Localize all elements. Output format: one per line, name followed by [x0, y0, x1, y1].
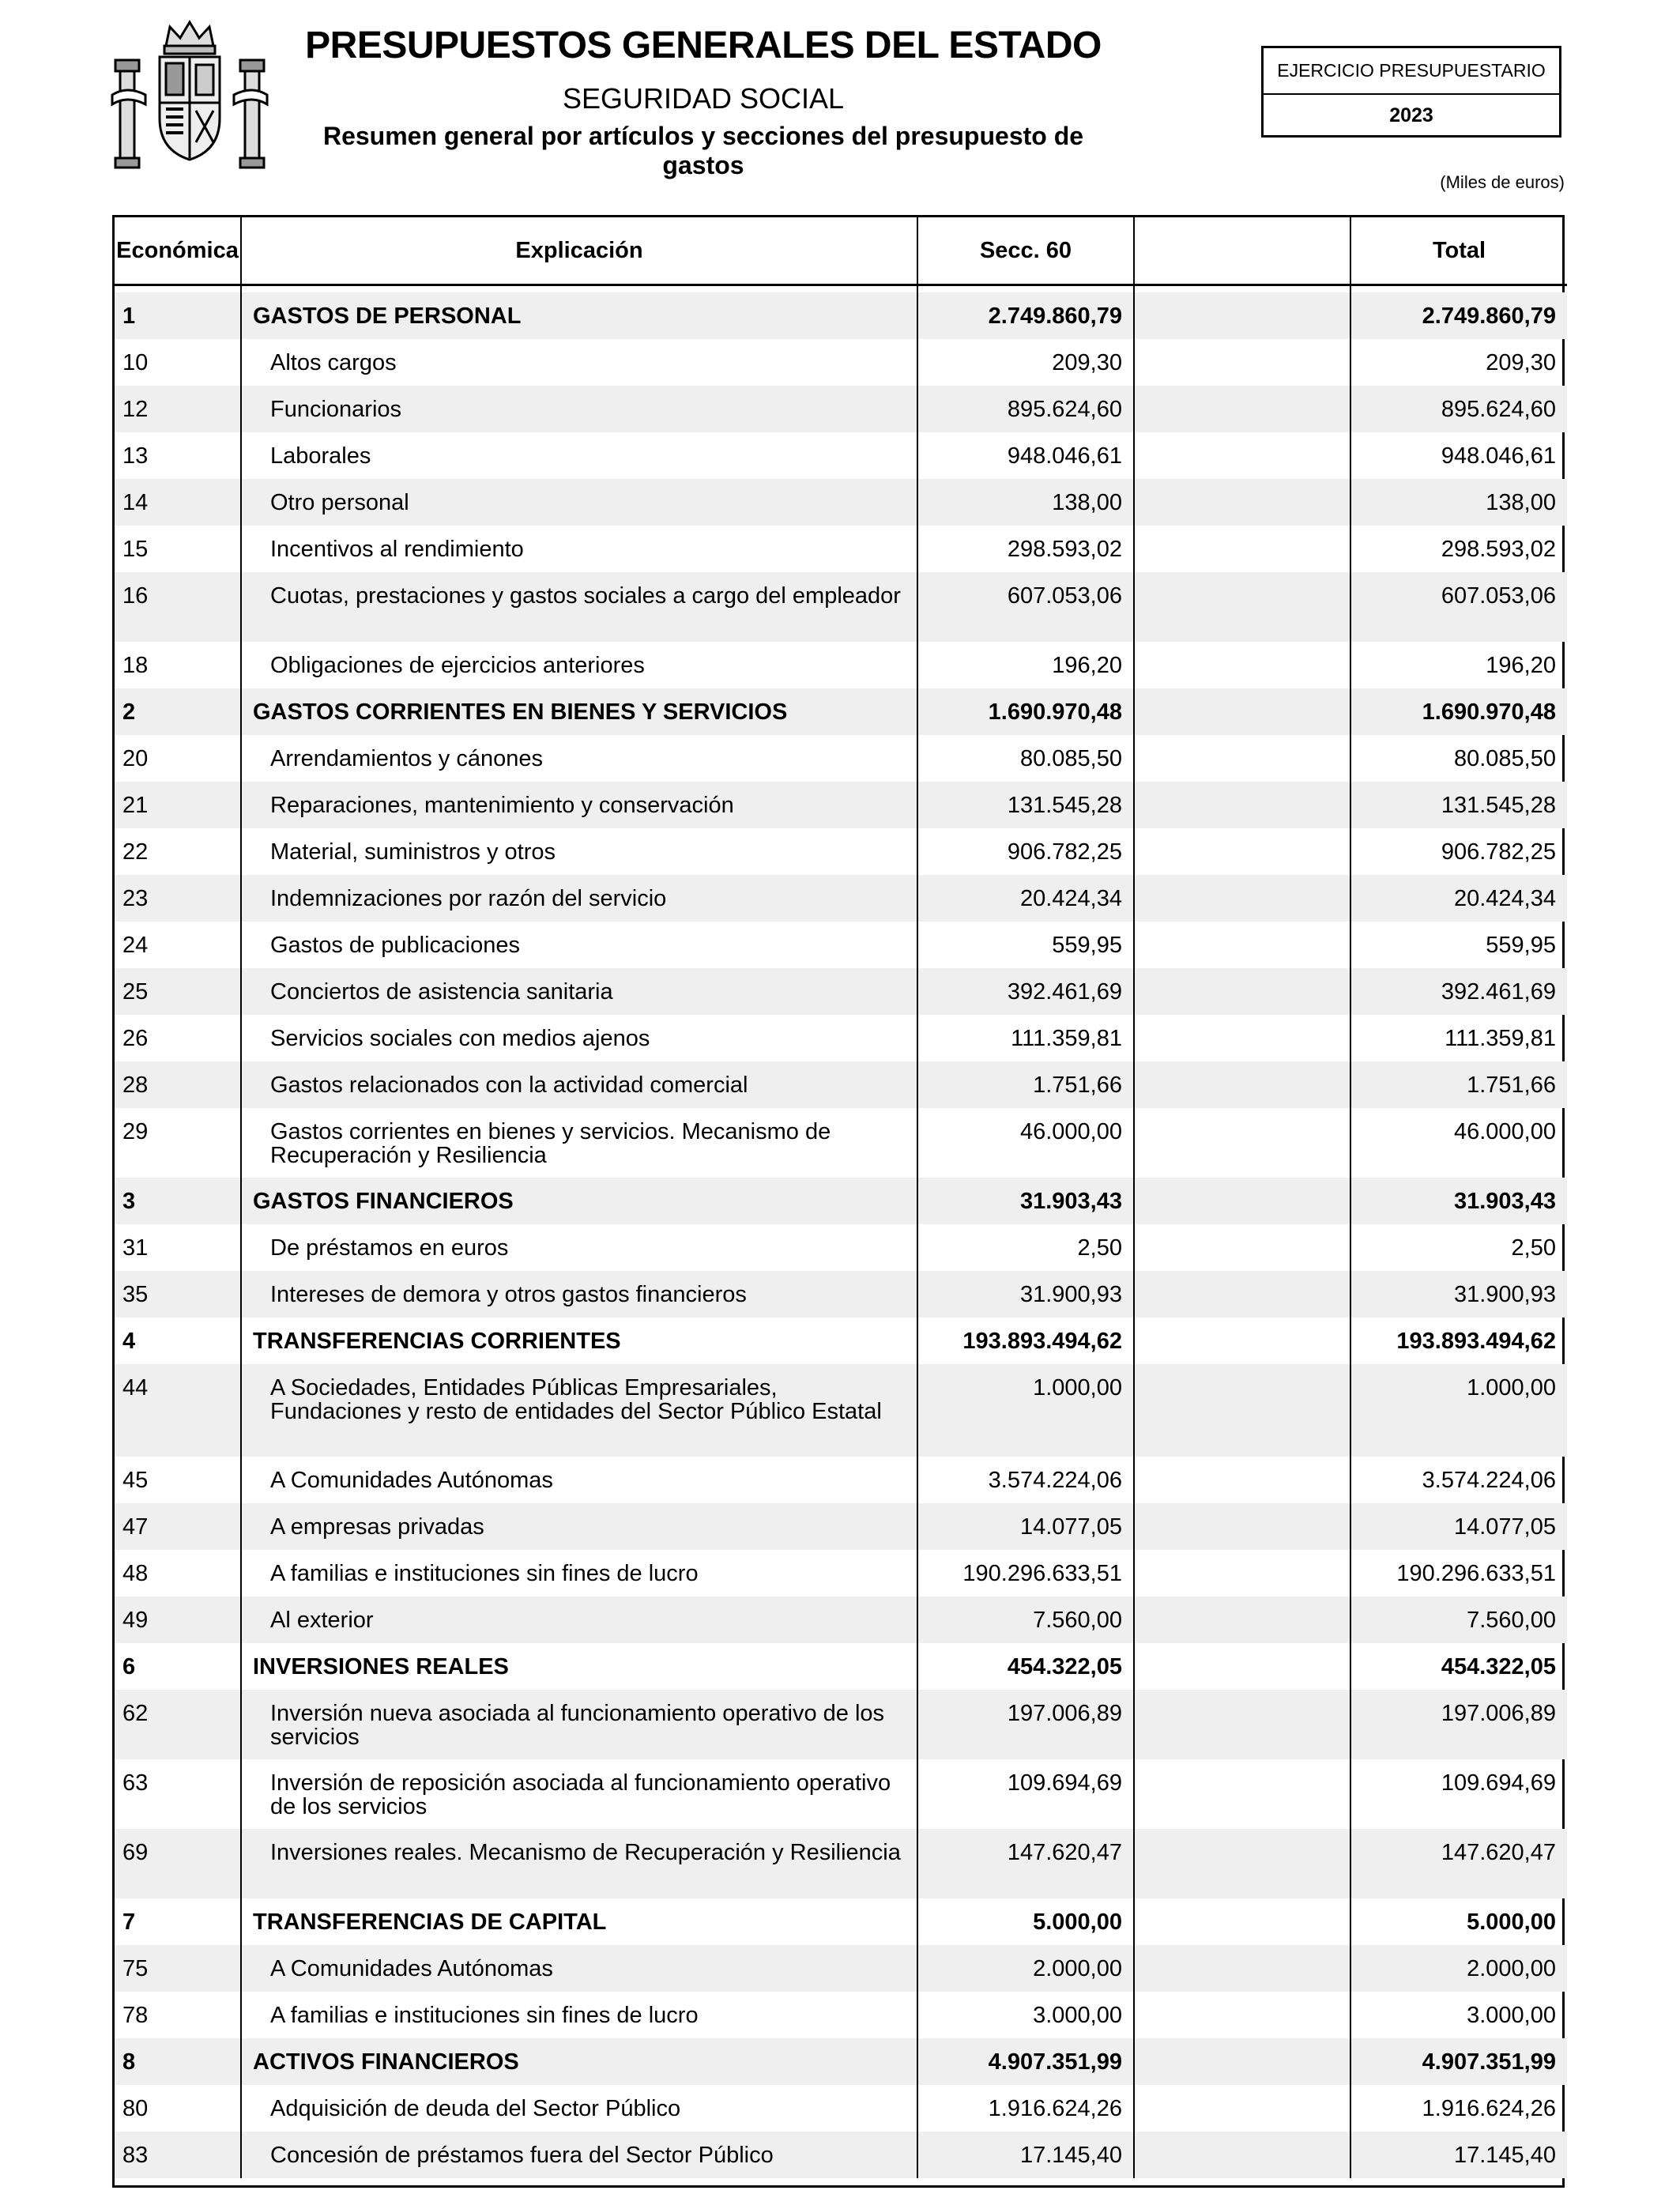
row-empty-cell — [1134, 1108, 1350, 1178]
row-secc60-amount: 1.751,66 — [917, 1061, 1134, 1108]
table-row — [115, 1503, 1567, 1550]
row-description: INVERSIONES REALES — [241, 1643, 917, 1690]
row-code: 13 — [122, 443, 149, 469]
row-code: 14 — [115, 479, 241, 526]
table-row — [115, 1690, 1567, 1759]
row-total-amount: 80.085,50 — [1350, 735, 1567, 782]
row-code: 16 — [115, 572, 241, 642]
row-secc60-amount: 190.296.633,51 — [917, 1550, 1134, 1596]
row-secc60-amount: 2.000,00 — [917, 1945, 1134, 1992]
table-row — [115, 1643, 1567, 1690]
row-code: 28 — [115, 1061, 241, 1108]
page-title: PRESUPUESTOS GENERALES DEL ESTADO — [305, 25, 1102, 66]
row-description: Concesión de préstamos fuera del Sector Público — [241, 2132, 917, 2178]
row-total-amount: 1.690.970,48 — [1350, 688, 1567, 735]
row-secc60-amount: 209,30 — [917, 339, 1134, 386]
row-empty-cell — [1134, 828, 1350, 875]
row-total-amount: 2.000,00 — [1350, 1945, 1567, 1992]
table-row — [115, 1898, 1567, 1945]
row-description: TRANSFERENCIAS DE CAPITAL — [241, 1898, 917, 1945]
row-secc60-amount: 906.782,25 — [917, 828, 1134, 875]
row-code: 18 — [122, 653, 149, 678]
table-row — [115, 1550, 1567, 1596]
row-code: 35 — [115, 1271, 241, 1318]
row-total-amount: 197.006,89 — [1350, 1690, 1567, 1759]
row-total-amount: 46.000,00 — [1350, 1108, 1567, 1178]
row-total-amount: 3.000,00 — [1350, 1992, 1567, 2038]
table-row — [115, 1178, 1567, 1224]
row-description: Reparaciones, mantenimiento y conservación — [241, 782, 917, 828]
row-empty-cell — [1134, 386, 1350, 432]
row-empty-cell — [1134, 1271, 1350, 1318]
row-description: GASTOS DE PERSONAL — [241, 292, 917, 339]
row-secc60-amount: 1.000,00 — [917, 1364, 1134, 1457]
row-total-amount: 454.322,05 — [1350, 1643, 1567, 1690]
row-secc60-amount: 7.560,00 — [917, 1596, 1134, 1643]
row-code: 62 — [115, 1690, 241, 1759]
row-empty-cell — [1134, 875, 1350, 922]
row-secc60-amount: 147.620,47 — [917, 1829, 1134, 1898]
row-code: 20 — [122, 746, 149, 771]
row-empty-cell — [1134, 1690, 1350, 1759]
table-row — [115, 968, 1567, 1015]
table-row — [115, 1015, 1567, 1061]
row-description: Inversión nueva asociada al funcionamiento operativo de los servicios — [241, 1690, 917, 1759]
row-code: 25 — [115, 968, 241, 1015]
row-total-amount: 190.296.633,51 — [1350, 1550, 1567, 1596]
row-empty-cell — [1134, 735, 1350, 782]
fiscal-year-label: EJERCICIO PRESUPUESTARIO — [1264, 48, 1559, 95]
row-description: ACTIVOS FINANCIEROS — [241, 2038, 917, 2085]
table-body — [115, 292, 1567, 2178]
row-secc60-amount: 895.624,60 — [917, 386, 1134, 432]
row-empty-cell — [1134, 1178, 1350, 1224]
row-empty-cell — [1134, 2132, 1350, 2178]
row-description: Al exterior — [241, 1596, 917, 1643]
table-row — [115, 1945, 1567, 1992]
row-total-amount: 109.694,69 — [1350, 1759, 1567, 1829]
row-code: 4 — [122, 1329, 136, 1354]
row-code: 10 — [122, 350, 149, 375]
row-total-amount: 17.145,40 — [1350, 2132, 1567, 2178]
table-row — [115, 875, 1567, 922]
row-secc60-amount: 17.145,40 — [917, 2132, 1134, 2178]
row-total-amount: 298.593,02 — [1350, 526, 1567, 572]
row-total-amount: 196,20 — [1350, 642, 1567, 688]
table-row — [115, 828, 1567, 875]
row-total-amount: 948.046,61 — [1350, 432, 1567, 479]
row-code: 29 — [122, 1119, 149, 1144]
row-code: 83 — [115, 2132, 241, 2178]
row-secc60-amount: 14.077,05 — [917, 1503, 1134, 1550]
table-row — [115, 922, 1567, 968]
row-secc60-amount: 2.749.860,79 — [917, 292, 1134, 339]
row-total-amount: 5.000,00 — [1350, 1898, 1567, 1945]
row-total-amount: 7.560,00 — [1350, 1596, 1567, 1643]
table-row — [115, 642, 1567, 688]
row-empty-cell — [1134, 1596, 1350, 1643]
row-code: 6 — [122, 1654, 136, 1679]
row-secc60-amount: 392.461,69 — [917, 968, 1134, 1015]
row-description: Cuotas, prestaciones y gastos sociales a cargo del empleador — [241, 572, 917, 642]
row-empty-cell — [1134, 1898, 1350, 1945]
row-secc60-amount: 131.545,28 — [917, 782, 1134, 828]
row-empty-cell — [1134, 432, 1350, 479]
table-row — [115, 1224, 1567, 1271]
row-secc60-amount: 298.593,02 — [917, 526, 1134, 572]
row-description: Servicios sociales con medios ajenos — [241, 1015, 917, 1061]
fiscal-year-box — [1261, 46, 1561, 138]
row-code: 15 — [122, 537, 149, 562]
row-description: A familias e instituciones sin fines de lucro — [241, 1550, 917, 1596]
table-row — [115, 1061, 1567, 1108]
row-empty-cell — [1134, 1550, 1350, 1596]
row-secc60-amount: 1.690.970,48 — [917, 688, 1134, 735]
table-row — [115, 526, 1567, 572]
coat-of-arms-logo — [111, 16, 269, 174]
row-secc60-amount: 197.006,89 — [917, 1690, 1134, 1759]
row-code: 1 — [115, 292, 241, 339]
row-empty-cell — [1134, 1364, 1350, 1457]
column-header-economica: Económica — [115, 217, 241, 285]
row-total-amount: 906.782,25 — [1350, 828, 1567, 875]
table-row — [115, 1271, 1567, 1318]
row-total-amount: 559,95 — [1350, 922, 1567, 968]
row-total-amount: 111.359,81 — [1350, 1015, 1567, 1061]
row-secc60-amount: 948.046,61 — [917, 432, 1134, 479]
page-subtitle: SEGURIDAD SOCIAL — [562, 82, 845, 115]
table-row — [115, 1364, 1567, 1457]
row-total-amount: 895.624,60 — [1350, 386, 1567, 432]
row-empty-cell — [1134, 1503, 1350, 1550]
row-total-amount: 138,00 — [1350, 479, 1567, 526]
row-empty-cell — [1134, 339, 1350, 386]
fiscal-year-value: 2023 — [1389, 104, 1433, 126]
row-empty-cell — [1134, 479, 1350, 526]
row-code: 63 — [122, 1770, 149, 1796]
row-code: 31 — [122, 1235, 149, 1261]
column-header-secc60: Secc. 60 — [917, 217, 1134, 285]
row-empty-cell — [1134, 2038, 1350, 2085]
row-secc60-amount: 3.000,00 — [917, 1992, 1134, 2038]
row-secc60-amount: 559,95 — [917, 922, 1134, 968]
row-empty-cell — [1134, 1945, 1350, 1992]
table-row — [115, 2132, 1567, 2178]
row-description: Otro personal — [241, 479, 917, 526]
row-code: 12 — [115, 386, 241, 432]
column-header-empty — [1134, 217, 1350, 285]
row-code: 8 — [115, 2038, 241, 2085]
row-code: 2 — [115, 688, 241, 735]
table-row — [115, 735, 1567, 782]
row-code: 3 — [115, 1178, 241, 1224]
row-code: 49 — [115, 1596, 241, 1643]
row-secc60-amount: 607.053,06 — [917, 572, 1134, 642]
row-description: Intereses de demora y otros gastos financieros — [241, 1271, 917, 1318]
row-secc60-amount: 193.893.494,62 — [917, 1318, 1134, 1364]
row-total-amount: 607.053,06 — [1350, 572, 1567, 642]
row-description: De préstamos en euros — [241, 1224, 917, 1271]
table-row — [115, 479, 1567, 526]
row-empty-cell — [1134, 1015, 1350, 1061]
row-empty-cell — [1134, 1318, 1350, 1364]
table-row — [115, 1457, 1567, 1503]
row-secc60-amount: 31.903,43 — [917, 1178, 1134, 1224]
table-row — [115, 572, 1567, 642]
row-description: GASTOS FINANCIEROS — [241, 1178, 917, 1224]
table-row — [115, 782, 1567, 828]
row-secc60-amount: 1.916.624,26 — [917, 2085, 1134, 2132]
row-description: A familias e instituciones sin fines de lucro — [241, 1992, 917, 2038]
table-row — [115, 688, 1567, 735]
row-code: 47 — [115, 1503, 241, 1550]
row-secc60-amount: 3.574.224,06 — [917, 1457, 1134, 1503]
row-total-amount: 147.620,47 — [1350, 1829, 1567, 1898]
row-description: TRANSFERENCIAS CORRIENTES — [241, 1318, 917, 1364]
row-secc60-amount: 5.000,00 — [917, 1898, 1134, 1945]
table-row — [115, 432, 1567, 479]
row-secc60-amount: 196,20 — [917, 642, 1134, 688]
row-code: 44 — [115, 1364, 241, 1457]
row-empty-cell — [1134, 782, 1350, 828]
row-secc60-amount: 2,50 — [917, 1224, 1134, 1271]
units-note: (Miles de euros) — [1440, 172, 1565, 192]
row-total-amount: 20.424,34 — [1350, 875, 1567, 922]
row-code: 69 — [115, 1829, 241, 1898]
table-row — [115, 2085, 1567, 2132]
row-empty-cell — [1134, 2085, 1350, 2132]
row-description: Funcionarios — [241, 386, 917, 432]
row-secc60-amount: 454.322,05 — [917, 1643, 1134, 1690]
row-secc60-amount: 138,00 — [917, 479, 1134, 526]
table-row — [115, 1759, 1567, 1829]
row-code: 22 — [122, 839, 149, 865]
row-description: Gastos corrientes en bienes y servicios. Mecanismo de Recuperación y Resiliencia — [241, 1108, 917, 1178]
row-total-amount: 193.893.494,62 — [1350, 1318, 1567, 1364]
row-secc60-amount: 4.907.351,99 — [917, 2038, 1134, 2085]
row-empty-cell — [1134, 968, 1350, 1015]
row-empty-cell — [1134, 572, 1350, 642]
row-code: 48 — [122, 1561, 149, 1586]
row-description: Gastos relacionados con la actividad comercial — [241, 1061, 917, 1108]
row-description: A Comunidades Autónomas — [241, 1945, 917, 1992]
row-code: 21 — [115, 782, 241, 828]
row-description: Adquisición de deuda del Sector Público — [241, 2085, 917, 2132]
row-empty-cell — [1134, 1992, 1350, 2038]
row-empty-cell — [1134, 1759, 1350, 1829]
table-row — [115, 339, 1567, 386]
table-row — [115, 386, 1567, 432]
table-row — [115, 1596, 1567, 1643]
table-row — [115, 292, 1567, 339]
row-code: 78 — [122, 2003, 149, 2028]
table-row — [115, 1829, 1567, 1898]
row-code: 45 — [122, 1468, 149, 1493]
row-description: Inversiones reales. Mecanismo de Recuperación y Resiliencia — [241, 1829, 917, 1898]
row-code: 23 — [115, 875, 241, 922]
row-empty-cell — [1134, 292, 1350, 339]
row-description: Altos cargos — [241, 339, 917, 386]
table-row — [115, 1318, 1567, 1364]
row-empty-cell — [1134, 642, 1350, 688]
row-code: 24 — [122, 933, 149, 958]
row-description: GASTOS CORRIENTES EN BIENES Y SERVICIOS — [241, 688, 917, 735]
row-total-amount: 14.077,05 — [1350, 1503, 1567, 1550]
table-row — [115, 2038, 1567, 2085]
column-header-explicacion: Explicación — [241, 217, 917, 285]
row-code: 75 — [115, 1945, 241, 1992]
row-empty-cell — [1134, 1457, 1350, 1503]
row-description: Obligaciones de ejercicios anteriores — [241, 642, 917, 688]
row-secc60-amount: 46.000,00 — [917, 1108, 1134, 1178]
row-secc60-amount: 111.359,81 — [917, 1015, 1134, 1061]
row-code: 26 — [122, 1026, 149, 1051]
row-description: Conciertos de asistencia sanitaria — [241, 968, 917, 1015]
row-description: Laborales — [241, 432, 917, 479]
row-empty-cell — [1134, 1829, 1350, 1898]
row-secc60-amount: 109.694,69 — [917, 1759, 1134, 1829]
row-total-amount: 1.916.624,26 — [1350, 2085, 1567, 2132]
table-row — [115, 1992, 1567, 2038]
budget-table — [112, 215, 1565, 2188]
row-total-amount: 31.900,93 — [1350, 1271, 1567, 1318]
row-description: Gastos de publicaciones — [241, 922, 917, 968]
table-row — [115, 1108, 1567, 1178]
row-empty-cell — [1134, 1643, 1350, 1690]
row-description: Inversión de reposición asociada al funcionamiento operativo de los servicios — [241, 1759, 917, 1829]
row-total-amount: 209,30 — [1350, 339, 1567, 386]
row-description: Indemnizaciones por razón del servicio — [241, 875, 917, 922]
row-total-amount: 31.903,43 — [1350, 1178, 1567, 1224]
row-empty-cell — [1134, 1224, 1350, 1271]
row-description: Incentivos al rendimiento — [241, 526, 917, 572]
row-total-amount: 2,50 — [1350, 1224, 1567, 1271]
row-total-amount: 1.000,00 — [1350, 1364, 1567, 1457]
row-total-amount: 2.749.860,79 — [1350, 292, 1567, 339]
row-description: Arrendamientos y cánones — [241, 735, 917, 782]
row-description: Material, suministros y otros — [241, 828, 917, 875]
row-empty-cell — [1134, 1061, 1350, 1108]
row-empty-cell — [1134, 922, 1350, 968]
row-secc60-amount: 31.900,93 — [917, 1271, 1134, 1318]
row-code: 7 — [122, 1909, 136, 1935]
row-secc60-amount: 20.424,34 — [917, 875, 1134, 922]
row-code: 80 — [122, 2096, 149, 2121]
row-empty-cell — [1134, 526, 1350, 572]
row-description: A empresas privadas — [241, 1503, 917, 1550]
row-description: A Sociedades, Entidades Públicas Empresariales, Fundaciones y resto de entidades del Sector Público Estatal — [241, 1364, 917, 1457]
page-description: Resumen general por artículos y secciones del presupuesto de gastos — [322, 122, 1084, 179]
row-total-amount: 3.574.224,06 — [1350, 1457, 1567, 1503]
row-empty-cell — [1134, 688, 1350, 735]
row-total-amount: 131.545,28 — [1350, 782, 1567, 828]
column-header-total: Total — [1350, 217, 1567, 285]
row-total-amount: 4.907.351,99 — [1350, 2038, 1567, 2085]
row-total-amount: 392.461,69 — [1350, 968, 1567, 1015]
row-description: A Comunidades Autónomas — [241, 1457, 917, 1503]
row-secc60-amount: 80.085,50 — [917, 735, 1134, 782]
row-total-amount: 1.751,66 — [1350, 1061, 1567, 1108]
